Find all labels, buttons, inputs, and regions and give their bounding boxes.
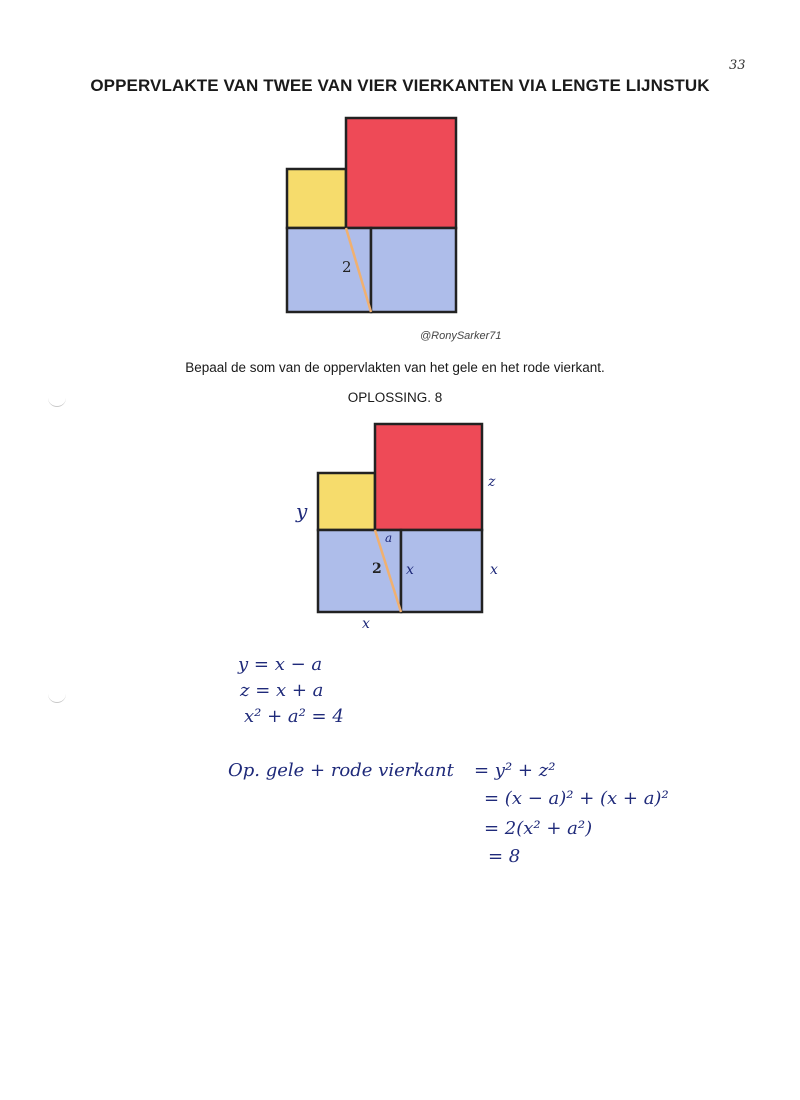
label-x-inner: x [406, 562, 414, 578]
page-title: OPPERVLAKTE VAN TWEE VAN VIER VIERKANTEN VIA LENGTE LIJNSTUK [90, 76, 710, 95]
label-x-bottom: x [362, 616, 370, 632]
working-lhs: Op. gele + rode vierkant [228, 760, 454, 781]
yellow-square [287, 169, 346, 228]
equation-pythagoras: x² + a² = 4 [244, 706, 344, 727]
working-step-1: = y² + z² [474, 760, 556, 781]
working-step-3: = 2(x² + a²) [484, 818, 593, 839]
label-y: y [296, 499, 308, 523]
label-z: z [488, 474, 496, 490]
equation-z: z = x + a [240, 680, 324, 701]
label-x-right: x [490, 562, 498, 578]
figure-problem [280, 112, 464, 320]
punch-hole-mark [48, 688, 66, 703]
working-step-2: = (x − a)² + (x + a)² [484, 788, 669, 809]
yellow-square [318, 473, 375, 530]
red-square [346, 118, 456, 228]
solution-heading: OPLOSSING. 8 [347, 390, 443, 405]
segment-label: 2 [342, 258, 352, 276]
red-square [375, 424, 482, 530]
figure-solution [288, 418, 518, 632]
question-text: Bepaal de som van de oppervlakten van het gele en het rode vierkant. [185, 360, 605, 375]
equation-y: y = x − a [238, 654, 323, 675]
blue-square-right [371, 228, 456, 312]
credit: @RonySarker71 [420, 330, 502, 342]
segment-label: 2 [372, 561, 382, 577]
working-step-4: = 8 [488, 846, 521, 867]
page-number: 33 [729, 58, 746, 73]
label-a: a [385, 531, 393, 545]
